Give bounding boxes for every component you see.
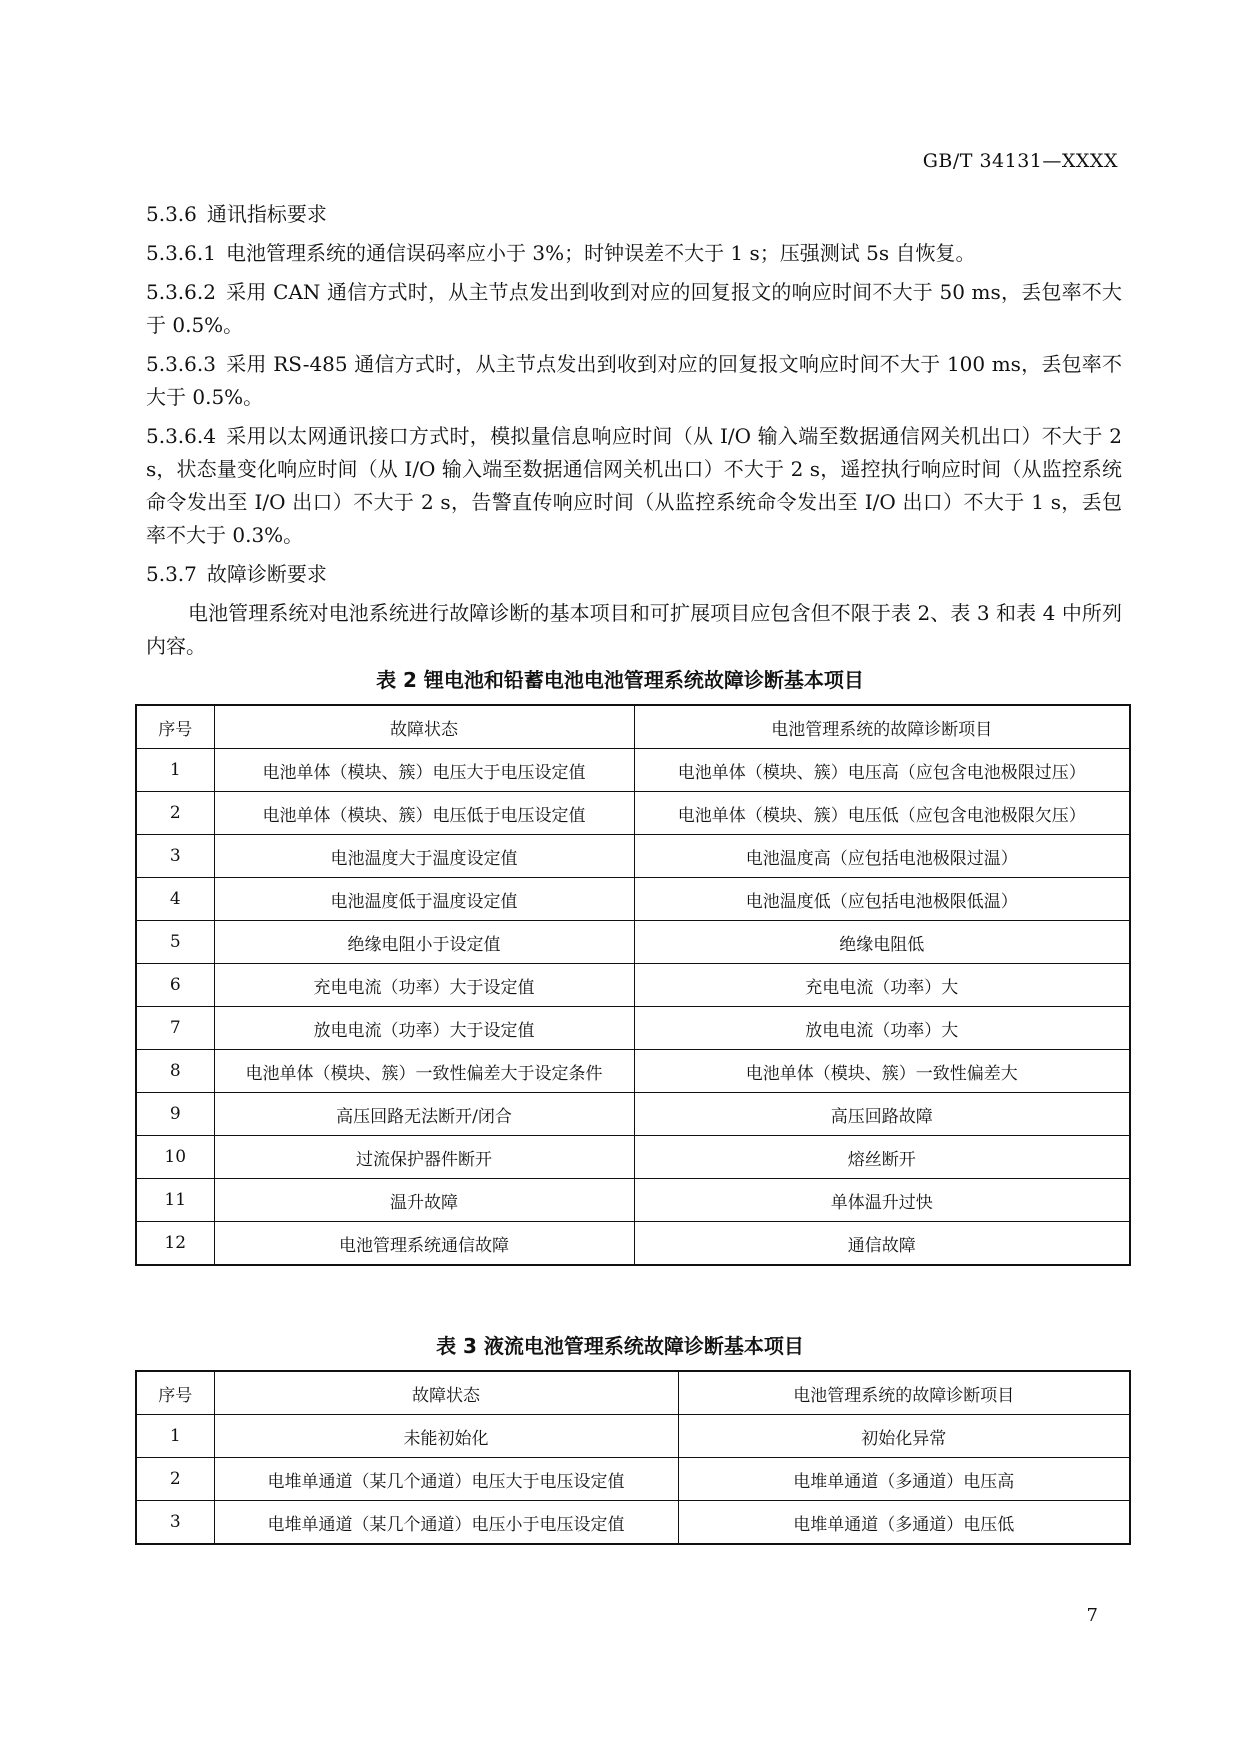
table-cell: 电池单体（模块、簇）电压低（应包含电池极限欠压） bbox=[634, 792, 1130, 835]
table-header-row bbox=[136, 1371, 1130, 1415]
clause-text: 采用 RS-485 通信方式时，从主节点发出到收到对应的回复报文响应时间不大于 100 ms，丢包率不大于 0.5%。 bbox=[146, 352, 1122, 409]
table-cell: 放电电流（功率）大于设定值 bbox=[214, 1007, 634, 1050]
table-cell: 单体温升过快 bbox=[634, 1179, 1130, 1222]
table-cell: 电池温度低于温度设定值 bbox=[214, 878, 634, 921]
table3 bbox=[135, 1370, 1131, 1545]
table-row bbox=[136, 1007, 1130, 1050]
table-cell: 过流保护器件断开 bbox=[214, 1136, 634, 1179]
table-row bbox=[136, 878, 1130, 921]
table-cell: 充电电流（功率）大 bbox=[634, 964, 1130, 1007]
table-cell: 充电电流（功率）大于设定值 bbox=[214, 964, 634, 1007]
column-header: 故障状态 bbox=[214, 705, 634, 749]
table-cell: 初始化异常 bbox=[678, 1415, 1130, 1458]
clause-number: 5.3.6 bbox=[146, 202, 197, 226]
clause-text: 电池管理系统的通信误码率应小于 3%；时钟误差不大于 1 s；压强测试 5s 自恢复。 bbox=[225, 241, 976, 265]
table-cell: 熔丝断开 bbox=[634, 1136, 1130, 1179]
standard-code: GB/T 34131—XXXX bbox=[922, 150, 1118, 172]
table-cell: 1 bbox=[136, 1415, 214, 1458]
table-row bbox=[136, 1093, 1130, 1136]
table-cell: 电堆单通道（某几个通道）电压大于电压设定值 bbox=[214, 1458, 678, 1501]
table-cell: 温升故障 bbox=[214, 1179, 634, 1222]
table-header-row bbox=[136, 705, 1130, 749]
column-header: 电池管理系统的故障诊断项目 bbox=[634, 705, 1130, 749]
table-row bbox=[136, 1458, 1130, 1501]
table-cell: 电池单体（模块、簇）一致性偏差大于设定条件 bbox=[214, 1050, 634, 1093]
table-row bbox=[136, 1222, 1130, 1266]
table-cell: 7 bbox=[136, 1007, 214, 1050]
section-heading-5-3-7 bbox=[146, 558, 1122, 591]
clause-number: 5.3.6.4 bbox=[146, 424, 216, 448]
table-row bbox=[136, 921, 1130, 964]
table-cell: 9 bbox=[136, 1093, 214, 1136]
table-cell: 电池温度高（应包括电池极限过温） bbox=[634, 835, 1130, 878]
clause-number: 5.3.6.3 bbox=[146, 352, 216, 376]
table-cell: 电池温度低（应包括电池极限低温） bbox=[634, 878, 1130, 921]
column-header: 故障状态 bbox=[214, 1371, 678, 1415]
table-cell: 2 bbox=[136, 792, 214, 835]
table3-caption: 表 3 液流电池管理系统故障诊断基本项目 bbox=[436, 1334, 804, 1358]
table-cell: 电池单体（模块、簇）电压大于电压设定值 bbox=[214, 749, 634, 792]
table-row bbox=[136, 835, 1130, 878]
table-row bbox=[136, 749, 1130, 792]
clause-number: 5.3.6.2 bbox=[146, 280, 216, 304]
table-row bbox=[136, 1136, 1130, 1179]
table-cell: 电堆单通道（某几个通道）电压小于电压设定值 bbox=[214, 1501, 678, 1545]
table-cell: 电池单体（模块、簇）电压高（应包含电池极限过压） bbox=[634, 749, 1130, 792]
intro-paragraph bbox=[146, 597, 1122, 663]
table-cell: 高压回路故障 bbox=[634, 1093, 1130, 1136]
table-cell: 电池管理系统通信故障 bbox=[214, 1222, 634, 1266]
table-row bbox=[136, 1050, 1130, 1093]
table2-caption: 表 2 锂电池和铅蓄电池电池管理系统故障诊断基本项目 bbox=[376, 668, 864, 692]
column-header: 序号 bbox=[136, 705, 214, 749]
clause-5-3-6-1 bbox=[146, 237, 1122, 270]
table-cell: 电池单体（模块、簇）电压低于电压设定值 bbox=[214, 792, 634, 835]
table-cell: 通信故障 bbox=[634, 1222, 1130, 1266]
table-cell: 2 bbox=[136, 1458, 214, 1501]
table-cell: 6 bbox=[136, 964, 214, 1007]
table-cell: 10 bbox=[136, 1136, 214, 1179]
clause-5-3-6-4 bbox=[146, 420, 1122, 552]
body-text bbox=[146, 198, 1122, 669]
clause-text: 故障诊断要求 bbox=[206, 562, 327, 586]
section-heading-5-3-6 bbox=[146, 198, 1122, 231]
clause-number: 5.3.7 bbox=[146, 562, 197, 586]
table-cell: 放电电流（功率）大 bbox=[634, 1007, 1130, 1050]
table-cell: 8 bbox=[136, 1050, 214, 1093]
clause-number: 5.3.6.1 bbox=[146, 241, 216, 265]
column-header: 序号 bbox=[136, 1371, 214, 1415]
table-row bbox=[136, 1179, 1130, 1222]
table-cell: 3 bbox=[136, 835, 214, 878]
clause-text: 采用 CAN 通信方式时，从主节点发出到收到对应的回复报文的响应时间不大于 50 ms，丢包率不大于 0.5%。 bbox=[146, 280, 1122, 337]
table-cell: 4 bbox=[136, 878, 214, 921]
table-cell: 5 bbox=[136, 921, 214, 964]
table-cell: 绝缘电阻低 bbox=[634, 921, 1130, 964]
table-row bbox=[136, 964, 1130, 1007]
page-number: 7 bbox=[1086, 1605, 1098, 1626]
column-header: 电池管理系统的故障诊断项目 bbox=[678, 1371, 1130, 1415]
table-row bbox=[136, 1415, 1130, 1458]
clause-text: 通讯指标要求 bbox=[206, 202, 327, 226]
table2 bbox=[135, 704, 1131, 1266]
table-row bbox=[136, 792, 1130, 835]
clause-5-3-6-2 bbox=[146, 276, 1122, 342]
table-cell: 电池温度大于温度设定值 bbox=[214, 835, 634, 878]
clause-text: 采用以太网通讯接口方式时，模拟量信息响应时间（从 I/O 输入端至数据通信网关机出口）不大于 2 s，状态量变化响应时间（从 I/O 输入端至数据通信网关机出口）不大于 2 s，遥控执行响应时间（从监控系统命令发出至 I/O 出口）不大于 2 s，告警直传响应时间（从监控系统命令发出至 I/O 出口）不大于 1 s，丢包率不大于 0.3%。 bbox=[146, 424, 1122, 547]
table-cell: 3 bbox=[136, 1501, 214, 1545]
table-cell: 电堆单通道（多通道）电压高 bbox=[678, 1458, 1130, 1501]
table-cell: 12 bbox=[136, 1222, 214, 1266]
table-cell: 高压回路无法断开/闭合 bbox=[214, 1093, 634, 1136]
table-cell: 绝缘电阻小于设定值 bbox=[214, 921, 634, 964]
table-cell: 电池单体（模块、簇）一致性偏差大 bbox=[634, 1050, 1130, 1093]
table-row bbox=[136, 1501, 1130, 1545]
clause-text: 电池管理系统对电池系统进行故障诊断的基本项目和可扩展项目应包含但不限于表 2、表 3 和表 4 中所列内容。 bbox=[146, 601, 1122, 658]
table-cell: 未能初始化 bbox=[214, 1415, 678, 1458]
clause-5-3-6-3 bbox=[146, 348, 1122, 414]
table-cell: 电堆单通道（多通道）电压低 bbox=[678, 1501, 1130, 1545]
table-cell: 1 bbox=[136, 749, 214, 792]
table-cell: 11 bbox=[136, 1179, 214, 1222]
